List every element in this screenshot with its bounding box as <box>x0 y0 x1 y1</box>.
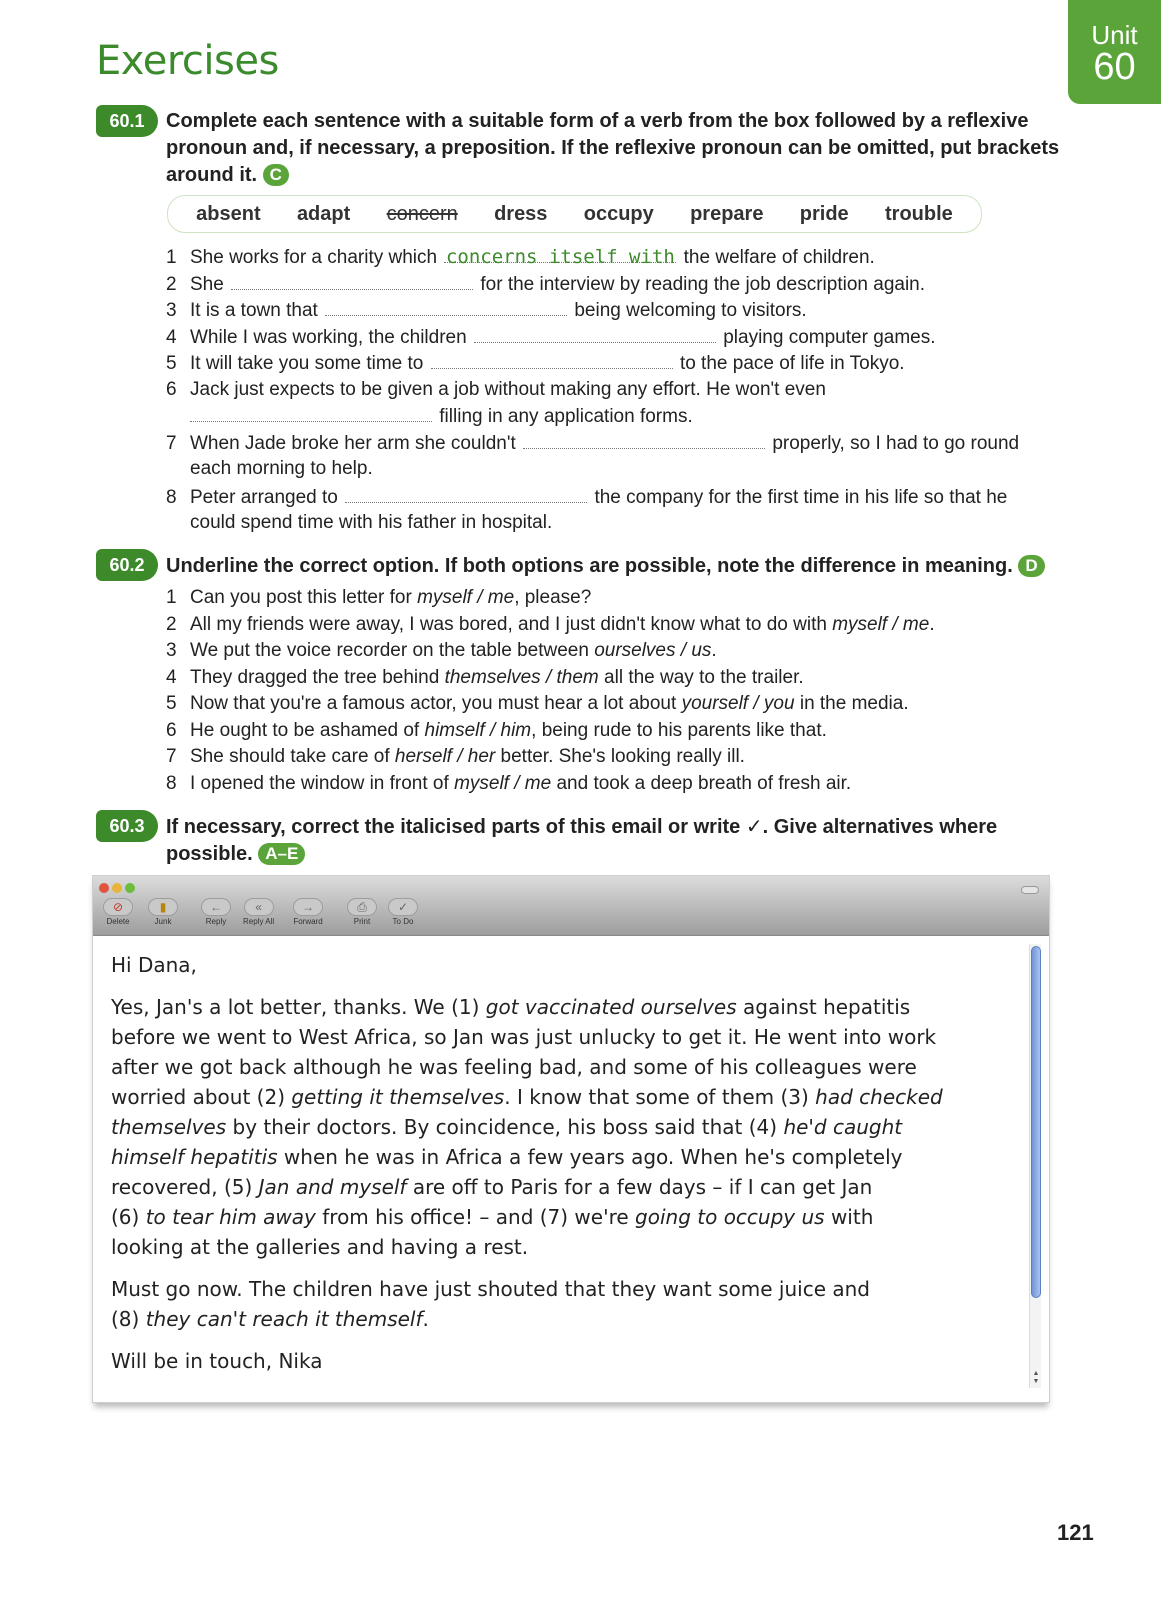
exercise-instruction-60-1 <box>166 108 1059 189</box>
instruction-line: possible. A–E <box>166 841 997 868</box>
option-pair: themselves / them <box>444 667 599 688</box>
reference-tag: A–E <box>258 843 305 865</box>
list-item[interactable]: 1 Can you post this letter for myself / me, please? <box>166 587 592 608</box>
list-item: 7 When Jade broke her arm she couldn't properly, so I had to go round <box>166 430 1019 457</box>
reference-tag: C <box>263 164 289 186</box>
list-item: 4 While I was working, the children playing computer games. <box>166 324 936 351</box>
minimize-icon[interactable] <box>112 883 122 893</box>
answer-blank[interactable] <box>444 244 676 268</box>
answer-blank[interactable] <box>431 350 673 369</box>
toolbar-toggle-button[interactable] <box>1021 886 1039 894</box>
word-item: prepare <box>690 202 764 225</box>
list-item: 1 She works for a charity which concerns itself with the welfare of children. <box>166 246 875 268</box>
word-item: absent <box>196 202 261 225</box>
list-item: 2 She for the interview by reading the job description again. <box>166 271 925 298</box>
list-item[interactable]: 7 She should take care of herself / her better. She's looking really ill. <box>166 746 745 767</box>
list-item[interactable]: 3 We put the voice recorder on the table between ourselves / us. <box>166 640 717 661</box>
answer-blank[interactable] <box>523 430 765 449</box>
list-item-continuation: each morning to help. <box>190 458 373 479</box>
reference-tag: D <box>1018 555 1044 577</box>
scrollbar[interactable] <box>1029 944 1041 1388</box>
list-item: 3 It is a town that being welcoming to visitors. <box>166 297 807 324</box>
list-item[interactable]: 8 I opened the window in front of myself / me and took a deep breath of fresh air. <box>166 773 852 794</box>
answer-blank[interactable] <box>474 324 716 343</box>
word-box <box>167 195 982 233</box>
delete-button[interactable]: ⊘ Delete <box>103 898 133 926</box>
exercise-badge-60-3: 60.3 <box>96 810 158 842</box>
option-pair: ourselves / us <box>594 640 712 661</box>
print-button[interactable]: ⎙ Print <box>347 898 377 926</box>
exercise-instruction-60-2: Underline the correct option. If both options are possible, note the difference in meaning. D <box>166 553 1045 580</box>
instruction-line: pronoun and, if necessary, a preposition. If the reflexive pronoun can be omitted, put brackets <box>166 137 1060 159</box>
email-window <box>92 875 1050 1403</box>
list-item[interactable]: 6 He ought to be ashamed of himself / him, being rude to his parents like that. <box>166 720 827 741</box>
unit-label: Unit <box>1091 20 1138 50</box>
email-paragraph: Yes, Jan's a lot better, thanks. We (1) got vaccinated ourselves against hepatitis before we went to West Africa, so Jan was just unlucky to get it. He went into work after we got back although he was feeling bad, and some of his colleagues were worried about (2) getting it themselves. I know that some of them (3) had checked themselves by their doctors. By coincidence, his boss said that (4) he'd caught himself hepatitis when he was in Africa a few years ago. When he's completely recovered, (5) Jan and myself are off to Paris for a few days – if I can get Jan (6) to tear him away from his office! – and (7) we're going to occupy us with looking at the galleries and having a rest. <box>111 995 943 1259</box>
forward-icon: → <box>293 898 323 916</box>
zoom-icon[interactable] <box>125 883 135 893</box>
list-item[interactable]: 5 Now that you're a famous actor, you must hear a lot about yourself / you in the media. <box>166 693 909 714</box>
print-icon: ⎙ <box>347 898 377 916</box>
page-title: Exercises <box>96 38 279 84</box>
list-item[interactable]: 2 All my friends were away, I was bored, and I just didn't know what to do with myself / me. <box>166 614 935 635</box>
option-pair: yourself / you <box>681 693 795 714</box>
list-item-continuation: filling in any application forms. <box>190 403 693 430</box>
mail-toolbar <box>93 876 1049 936</box>
instruction-line: Complete each sentence with a suitable form of a verb from the box followed by a reflexive <box>166 110 1029 132</box>
junk-icon: ▮ <box>148 898 178 916</box>
instruction-line: around it. C <box>166 162 1059 189</box>
option-pair: myself / me <box>832 614 930 635</box>
exercise-badge-60-1: 60.1 <box>96 105 158 137</box>
close-icon[interactable] <box>99 883 109 893</box>
list-item-continuation: could spend time with his father in hospital. <box>190 512 553 533</box>
word-item: occupy <box>583 202 654 225</box>
option-pair: myself / me <box>454 773 552 794</box>
option-pair: myself / me <box>417 587 515 608</box>
exercise-badge-60-2: 60.2 <box>96 549 158 581</box>
email-paragraph: Must go now. The children have just shouted that they want some juice and (8) they can't reach it themself. <box>111 1277 870 1331</box>
word-item: pride <box>799 202 849 225</box>
email-greeting: Hi Dana, <box>111 953 197 977</box>
scroll-arrows-icon[interactable]: ▲ ▼ <box>1032 1370 1040 1385</box>
page-number: 121 <box>1057 1520 1094 1545</box>
reply-all-button[interactable]: « Reply All <box>243 900 275 926</box>
reply-icon: ← <box>201 898 231 916</box>
instruction-line: If necessary, correct the italicised parts of this email or write ✓. Give alternatives where <box>166 816 998 838</box>
answer-blank[interactable] <box>231 271 473 290</box>
list-item: 8 Peter arranged to the company for the first time in his life so that he <box>166 484 1007 511</box>
word-item-crossed: concern <box>386 202 458 225</box>
answer-blank[interactable] <box>325 297 567 316</box>
reply-all-icon: « <box>244 898 274 916</box>
junk-button[interactable]: ▮ Junk <box>148 898 178 926</box>
option-pair: herself / her <box>394 746 496 767</box>
email-signoff: Will be in touch, Nika <box>111 1349 323 1373</box>
reply-button[interactable]: ← Reply <box>201 898 231 926</box>
list-item[interactable]: 4 They dragged the tree behind themselves / them all the way to the trailer. <box>166 667 804 688</box>
word-item: trouble <box>885 202 953 225</box>
todo-button[interactable]: ✓ To Do <box>388 898 418 926</box>
answer-blank[interactable] <box>345 484 587 503</box>
scrollbar-thumb[interactable] <box>1031 946 1041 1298</box>
unit-tab <box>1068 0 1161 104</box>
word-item: adapt <box>296 202 351 225</box>
option-pair: himself / him <box>424 720 532 741</box>
list-item: 5 It will take you some time to to the pace of life in Tokyo. <box>166 350 905 377</box>
email-body <box>111 950 1011 1388</box>
word-item: dress <box>494 202 548 225</box>
unit-number: 60 <box>1093 46 1136 88</box>
checkmark-icon: ✓ <box>388 898 418 916</box>
delete-icon: ⊘ <box>103 898 133 916</box>
answer-blank[interactable] <box>190 403 432 422</box>
window-controls <box>99 880 138 898</box>
forward-button[interactable]: → Forward <box>293 900 323 926</box>
list-item: 6 Jack just expects to be given a job without making any effort. He won't even <box>166 379 826 400</box>
exercise-instruction-60-3 <box>166 814 997 868</box>
sample-answer: concerns itself with <box>445 246 675 268</box>
